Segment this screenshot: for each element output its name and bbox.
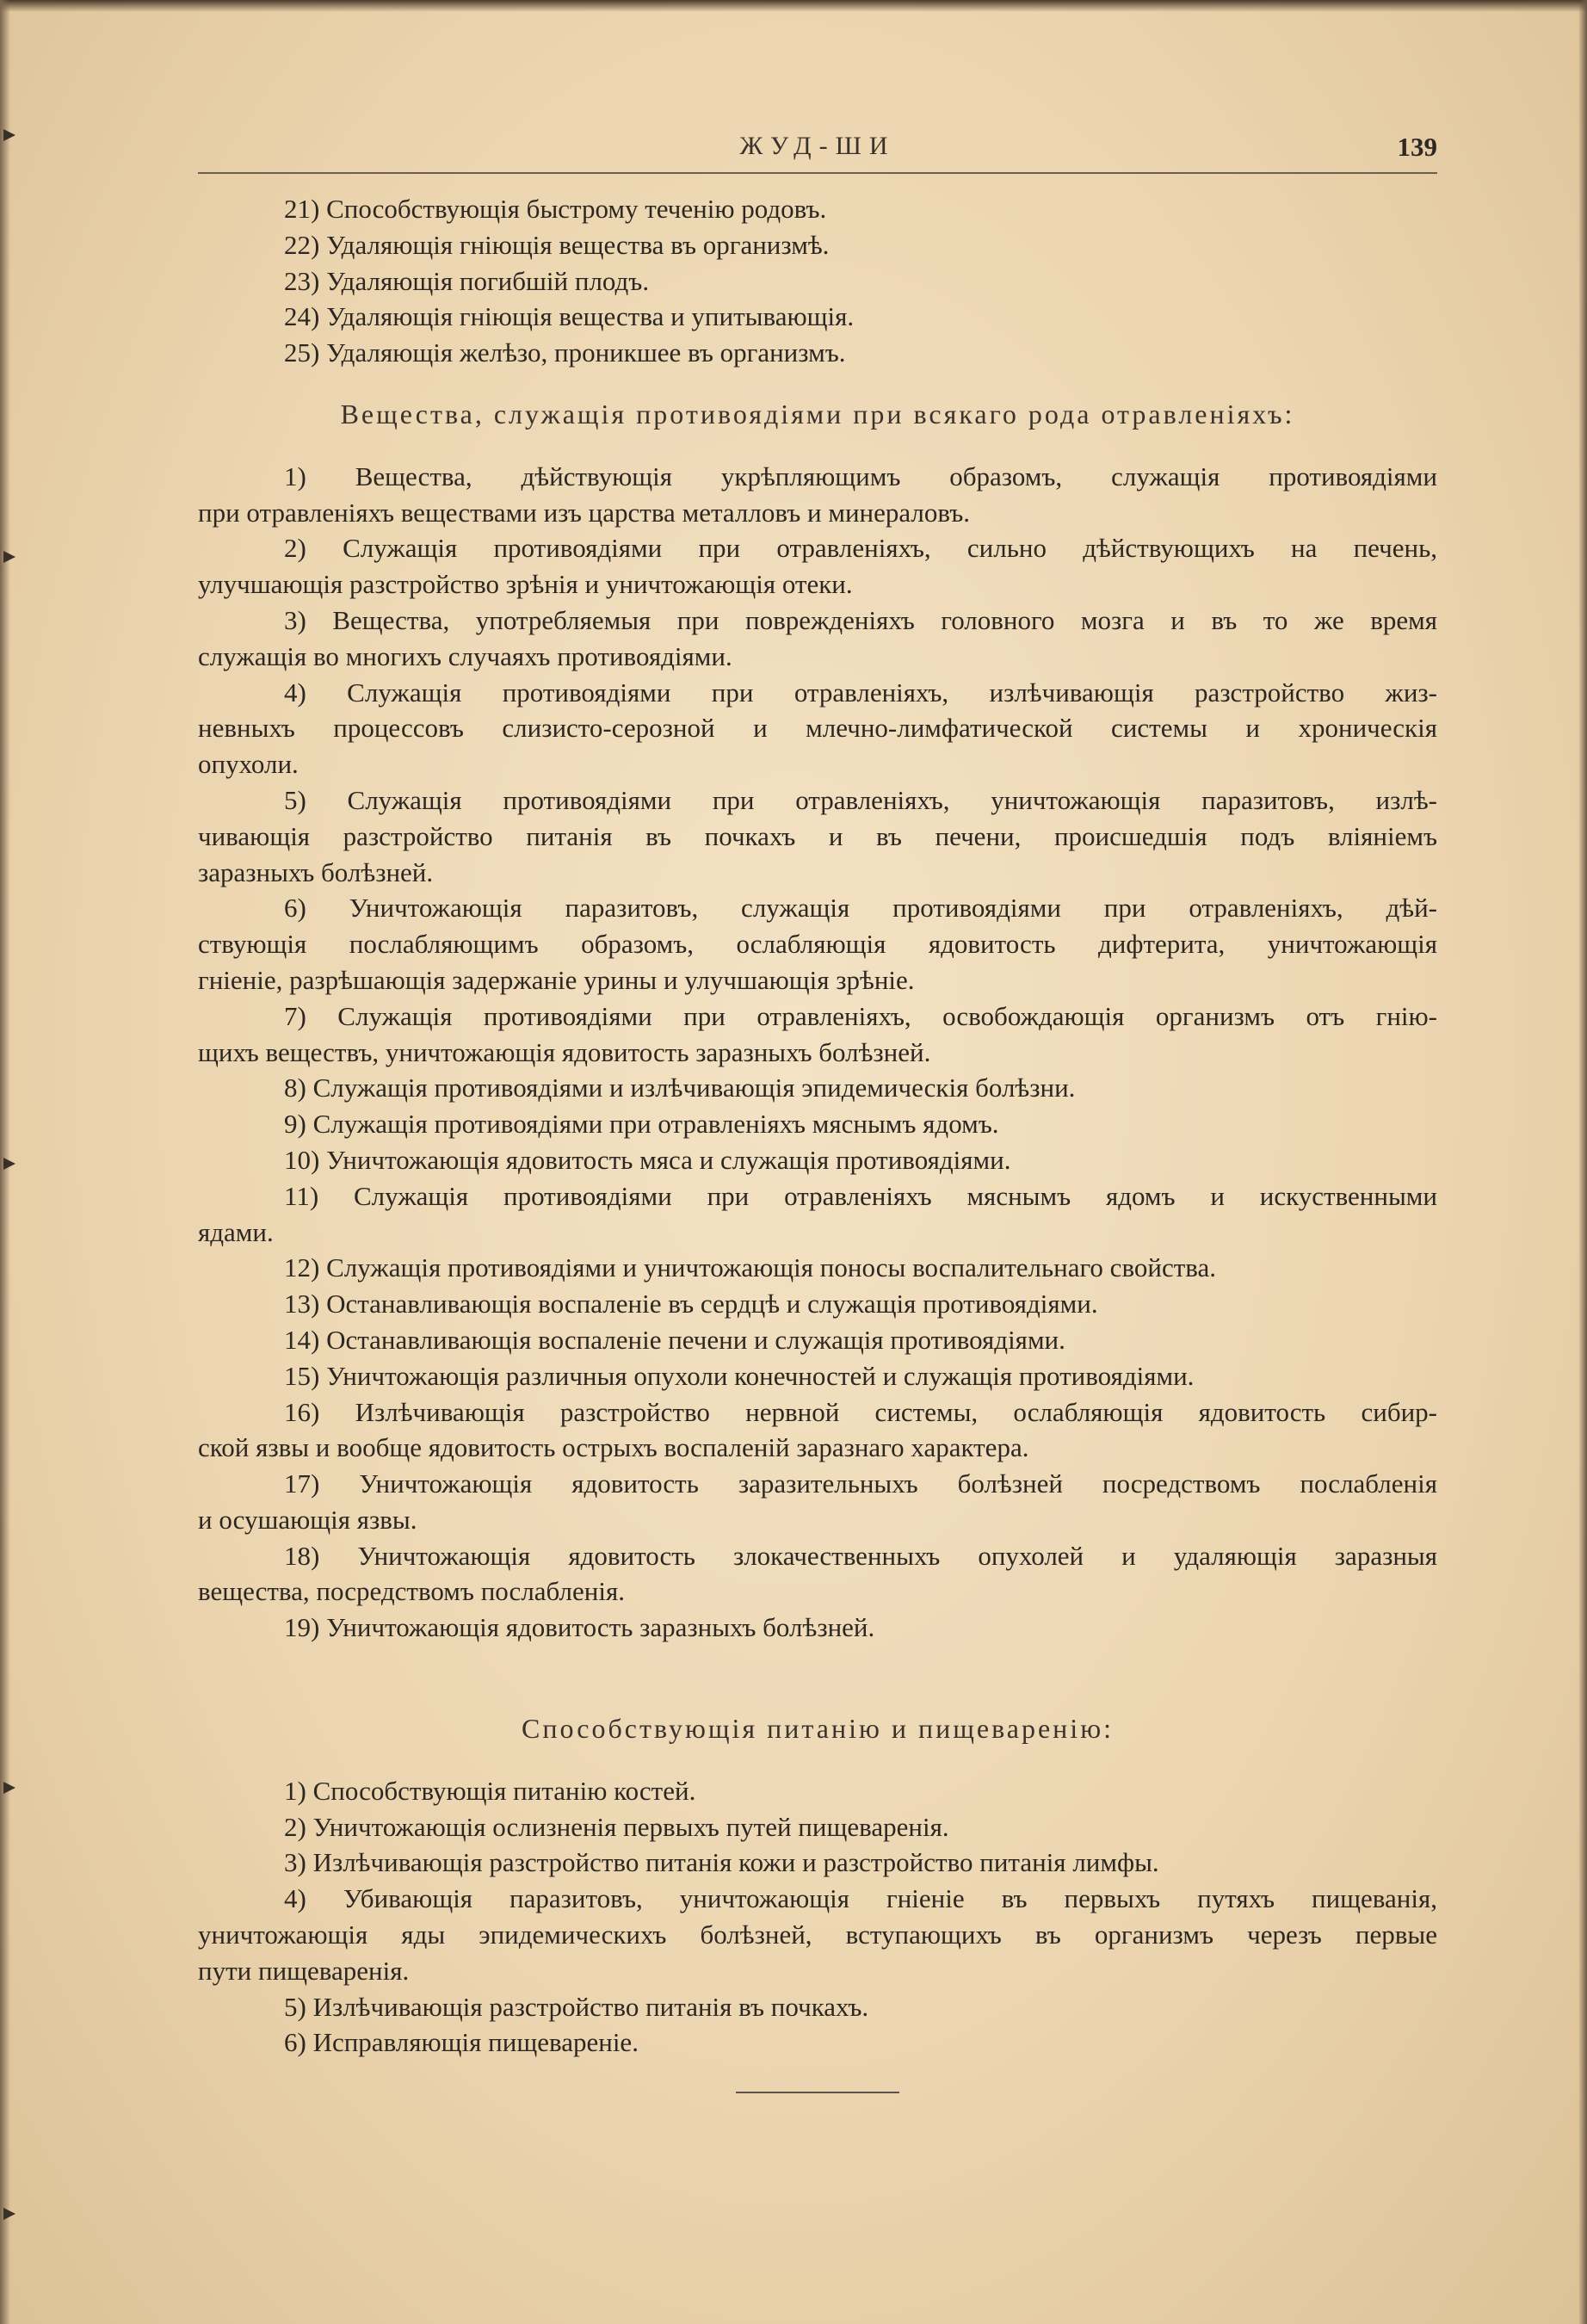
margin-mark	[3, 129, 15, 141]
page-right-edge	[1578, 0, 1587, 2324]
list-item-continuation: чивающія разстройство питанія въ почкахъ и въ печени, происшедшія подъ вліяніемъ	[198, 820, 1437, 851]
list-item: 6) Исправляющія пищевареніе.	[284, 2027, 639, 2058]
list-item: 12) Служащія противоядіями и уничтожающія поносы воспалительнаго свойства.	[284, 1252, 1217, 1283]
list-item: 14) Останавливающія воспаленіе печени и служащія противоядіями.	[284, 1324, 1065, 1355]
list-item: 4) Убивающія паразитовъ, уничтожающія гніеніе въ первыхъ путяхъ пищеванія,	[284, 1883, 1437, 1914]
list-item: 23) Удаляющія погибшій плодъ.	[284, 265, 650, 296]
list-item-continuation: улучшающія разстройство зрѣнія и уничтожающія отеки.	[198, 569, 853, 600]
margin-mark	[3, 1782, 15, 1794]
page-number: 139	[1397, 132, 1437, 162]
list-item: 18) Уничтожающія ядовитость злокачественныхъ опухолей и удаляющія заразныя	[284, 1540, 1437, 1571]
list-item-continuation: невныхъ процессовъ слизисто-серозной и млечно-лимфатической системы и хроническія	[198, 713, 1437, 744]
margin-mark	[3, 551, 15, 563]
list-item: 3) Вещества, употребляемыя при поврежденіяхъ головного мозга и въ то же время	[284, 604, 1437, 635]
list-item: 15) Уничтожающія различныя опухоли конечностей и служащія противоядіями.	[284, 1360, 1195, 1391]
list-item: 11) Служащія противоядіями при отравленіяхъ мяснымъ ядомъ и искуственными	[284, 1180, 1437, 1211]
running-head: ЖУД-ШИ	[739, 132, 896, 160]
list-item: 8) Служащія противоядіями и излѣчивающія эпидемическія болѣзни.	[284, 1072, 1076, 1103]
list-item: 25) Удаляющія желѣзо, проникшее въ организмъ.	[284, 337, 846, 368]
list-item-continuation: вещества, посредствомъ послабленія.	[198, 1576, 625, 1607]
page-body	[198, 191, 1437, 2093]
list-item-continuation: заразныхъ болѣзней.	[198, 856, 434, 887]
list-item: 5) Служащія противоядіями при отравленіяхъ, уничтожающія паразитовъ, излѣ-	[284, 784, 1437, 815]
section-heading: Вещества, служащія противоядіями при всякаго рода отравленіяхъ:	[340, 398, 1295, 430]
list-item: 7) Служащія противоядіями при отравленіяхъ, освобождающія организмъ отъ гнію-	[284, 1000, 1437, 1031]
list-top	[198, 191, 1437, 371]
list-item: 22) Удаляющія гніющія вещества въ организмѣ.	[284, 229, 830, 260]
list-item: 13) Останавливающія воспаленіе въ сердцѣ и служащія противоядіями.	[284, 1289, 1098, 1320]
list-item: 9) Служащія противоядіями при отравленіяхъ мяснымъ ядомъ.	[284, 1109, 999, 1140]
page-top-edge	[0, 0, 1587, 12]
list-item: 2) Уничтожающія ослизненія первыхъ путей пищеваренія.	[284, 1811, 949, 1842]
margin-mark	[3, 2208, 15, 2220]
list-item: 1) Способствующія питанію костей.	[284, 1775, 696, 1806]
list-item-continuation: пути пищеваренія.	[198, 1955, 410, 1986]
list-item: 1) Вещества, дѣйствующія укрѣпляющимъ образомъ, служащія противоядіями	[284, 460, 1437, 491]
list-item-continuation: ядами.	[198, 1216, 274, 1247]
section2-list	[198, 1773, 1437, 2061]
list-item-continuation: при отравленіяхъ веществами изъ царства металловъ и минераловъ.	[198, 497, 971, 528]
margin-mark	[3, 1158, 15, 1170]
list-item: 4) Служащія противоядіями при отравленіяхъ, излѣчивающія разстройство жиз-	[284, 677, 1437, 708]
section-heading: Способствующія питанію и пищеваренію:	[522, 1713, 1114, 1745]
list-item: 19) Уничтожающія ядовитость заразныхъ болѣзней.	[284, 1612, 875, 1643]
list-item-continuation: щихъ веществъ, уничтожающія ядовитость заразныхъ болѣзней.	[198, 1036, 931, 1067]
list-item-continuation: ствующія послабляющимъ образомъ, ослабляющія ядовитость дифтерита, уничтожающія	[198, 929, 1437, 960]
list-item: 5) Излѣчивающія разстройство питанія въ почкахъ.	[284, 1991, 869, 2022]
list-item: 16) Излѣчивающія разстройство нервной системы, ослабляющія ядовитость сибир-	[284, 1396, 1437, 1427]
list-item-continuation: уничтожающія яды эпидемическихъ болѣзней, вступающихъ въ организмъ черезъ первые	[198, 1919, 1437, 1950]
section1-list	[198, 459, 1437, 1646]
list-item: 3) Излѣчивающія разстройство питанія кожи и разстройство питанія лимфы.	[284, 1847, 1159, 1878]
header-rule	[198, 172, 1437, 174]
page-header	[198, 132, 1437, 166]
list-item: 2) Служащія противоядіями при отравленіяхъ, сильно дѣйствующихъ на печень,	[284, 533, 1437, 564]
list-item: 6) Уничтожающія паразитовъ, служащія противоядіями при отравленіяхъ, дѣй-	[284, 893, 1437, 924]
list-item-continuation: и осушающія язвы.	[198, 1504, 417, 1535]
list-item: 17) Уничтожающія ядовитость заразительныхъ болѣзней посредствомъ послабленія	[284, 1468, 1437, 1499]
list-item: 10) Уничтожающія ядовитость мяса и служащія противоядіями.	[284, 1144, 1011, 1175]
list-item: 24) Удаляющія гніющія вещества и упитывающія.	[284, 301, 855, 332]
list-item-continuation: служащія во многихъ случаяхъ противоядіями.	[198, 640, 732, 671]
list-item: 21) Способствующія быстрому теченію родовъ.	[284, 194, 827, 224]
list-item-continuation: опухоли.	[198, 749, 299, 780]
list-item-continuation: ской язвы и вообще ядовитость острыхъ воспаленій заразнаго характера.	[198, 1432, 1029, 1463]
list-item-continuation: гніеніе, разрѣшающія задержаніе урины и улучшающія зрѣніе.	[198, 964, 915, 995]
end-rule	[736, 2092, 899, 2093]
